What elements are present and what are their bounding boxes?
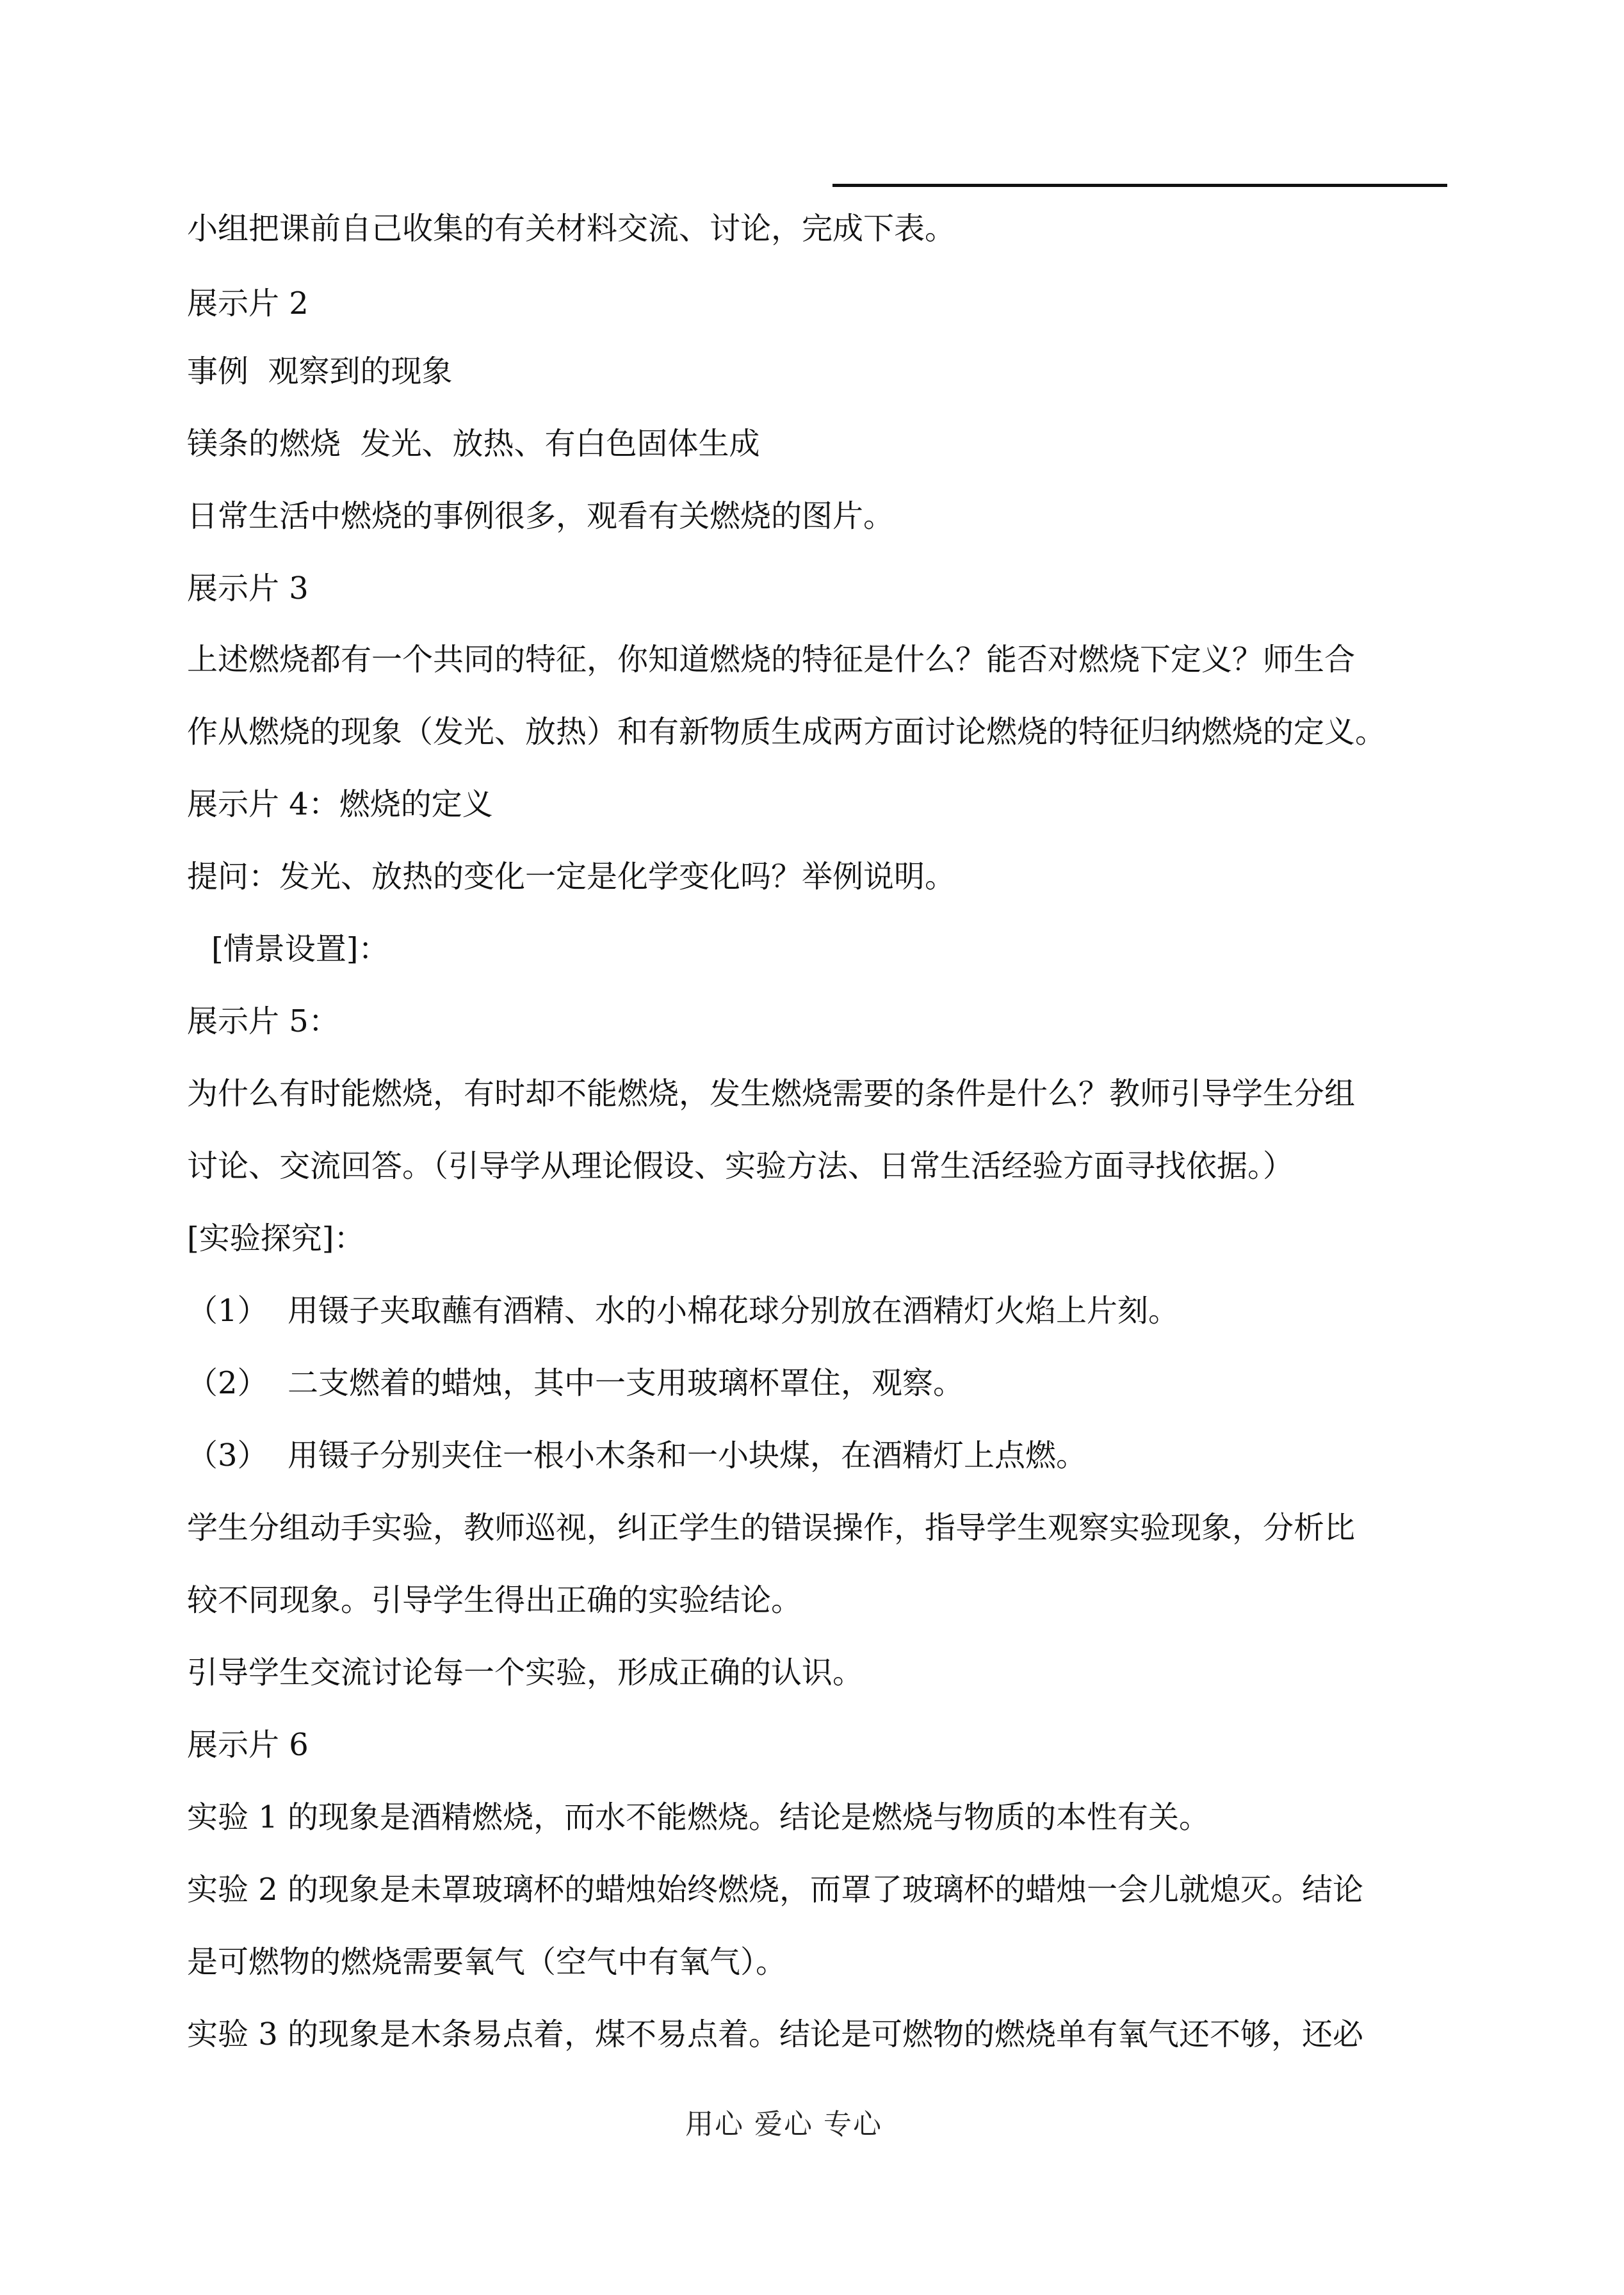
slide-heading: 展示片 3 — [187, 571, 309, 606]
header-rule — [832, 184, 1447, 187]
list-item: （2） 二支燃着的蜡烛，其中一支用玻璃杯罩住，观察。 — [187, 1365, 964, 1401]
text-line: 讨论、交流回答。（引导学从理论假设、实验方法、日常生活经验方面寻找依据。） — [187, 1148, 1294, 1184]
text-line: 镁条的燃烧 发光、放热、有白色固体生成 — [187, 426, 760, 462]
page-footer: 用心 爱心 专心 — [685, 2108, 882, 2141]
section-label: [情景设置]： — [211, 931, 389, 967]
list-item: （1） 用镊子夹取蘸有酒精、水的小棉花球分别放在酒精灯火焰上片刻。 — [187, 1293, 1180, 1329]
text-line: 小组把课前自己收集的有关材料交流、讨论，完成下表。 — [187, 211, 956, 247]
text-line: 引导学生交流讨论每一个实验，形成正确的认识。 — [187, 1655, 864, 1691]
section-label: [实验探究]： — [187, 1220, 365, 1256]
text-line: 学生分组动手实验，教师巡视，纠正学生的错误操作，指导学生观察实验现象，分析比 — [187, 1510, 1356, 1546]
list-item: （3） 用镊子分别夹住一根小木条和一小块煤，在酒精灯上点燃。 — [187, 1438, 1087, 1473]
text-line: 较不同现象。引导学生得出正确的实验结论。 — [187, 1582, 802, 1618]
text-line: 实验 3 的现象是木条易点着，煤不易点着。结论是可燃物的燃烧单有氧气还不够，还必 — [187, 2016, 1364, 2052]
text-line: 日常生活中燃烧的事例很多，观看有关燃烧的图片。 — [187, 498, 895, 534]
text-line: 是可燃物的燃烧需要氧气（空气中有氧气）。 — [187, 1944, 787, 1980]
slide-heading: 展示片 2 — [187, 286, 309, 321]
slide-heading: 展示片 5： — [187, 1003, 339, 1039]
text-line: 实验 2 的现象是未罩玻璃杯的蜡烛始终燃烧，而罩了玻璃杯的蜡烛一会儿就熄灭。结论 — [187, 1872, 1364, 1908]
text-line: 上述燃烧都有一个共同的特征，你知道燃烧的特征是什么？能否对燃烧下定义？师生合 — [187, 642, 1356, 677]
text-line: 为什么有时能燃烧，有时却不能燃烧，发生燃烧需要的条件是什么？教师引导学生分组 — [187, 1076, 1356, 1112]
slide-heading: 展示片 4：燃烧的定义 — [187, 786, 493, 822]
text-line: 作从燃烧的现象（发光、放热）和有新物质生成两方面讨论燃烧的特征归纳燃烧的定义。 — [187, 714, 1386, 750]
slide-heading: 展示片 6 — [187, 1727, 309, 1763]
text-line: 事例 观察到的现象 — [187, 353, 453, 389]
text-line: 提问：发光、放热的变化一定是化学变化吗？举例说明。 — [187, 859, 956, 895]
text-line: 实验 1 的现象是酒精燃烧，而水不能燃烧。结论是燃烧与物质的本性有关。 — [187, 1799, 1210, 1835]
